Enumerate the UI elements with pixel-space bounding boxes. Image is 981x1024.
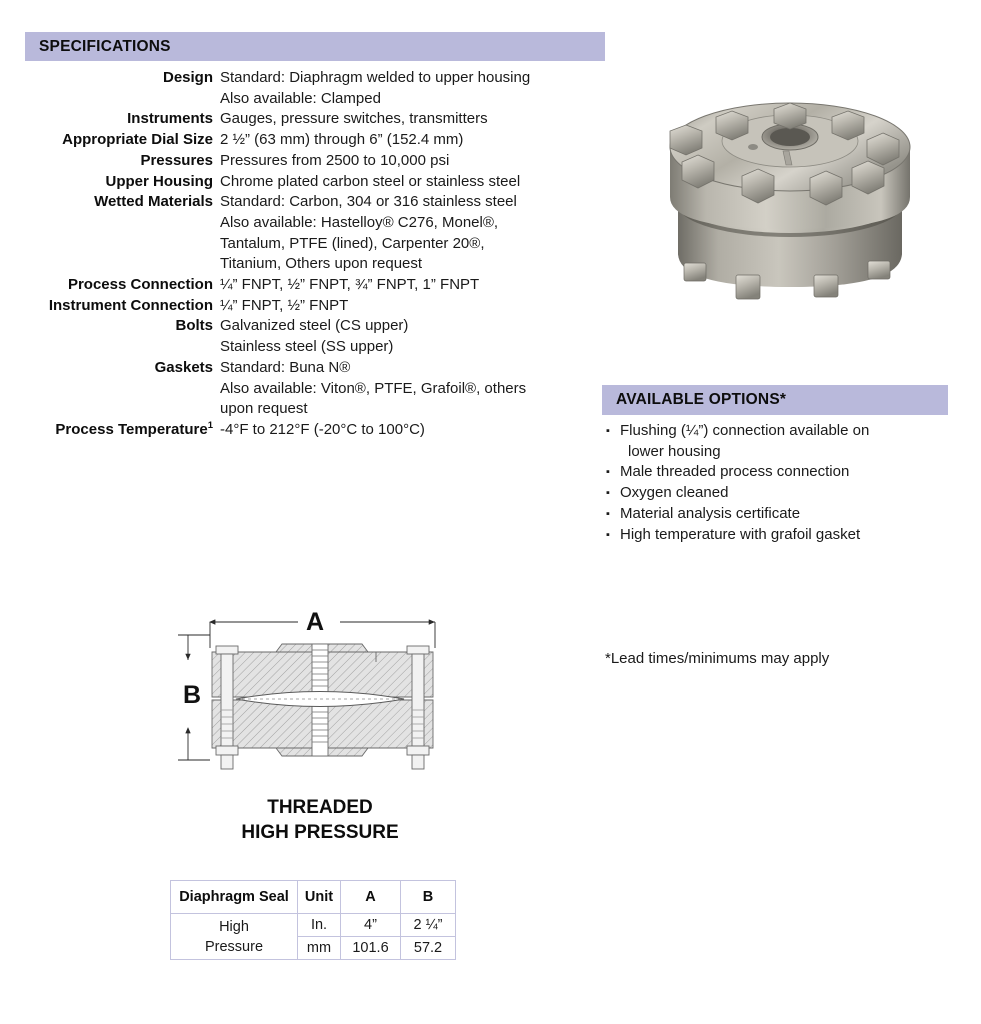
list-item xyxy=(606,462,966,483)
spec-label: Pressures xyxy=(140,151,213,169)
spec-values xyxy=(213,296,348,317)
cell-unit: mm xyxy=(298,937,341,960)
option-text: High temperature with grafoil gasket xyxy=(620,525,861,543)
bullet-icon: ▪ xyxy=(606,528,610,541)
specifications-header-bar xyxy=(25,32,605,61)
spec-value-line: Standard: Carbon, 304 or 316 stainless steel xyxy=(220,193,517,211)
spec-row-design xyxy=(0,68,610,109)
cell-unit: In. xyxy=(298,914,341,937)
cell-b: 57.2 xyxy=(401,937,456,960)
spec-value-line: Standard: Diaphragm welded to upper housing xyxy=(220,69,531,86)
dimension-drawing xyxy=(170,600,475,795)
spec-row-process-connection xyxy=(0,275,610,296)
option-text: Oxygen cleaned xyxy=(620,484,729,502)
spec-label xyxy=(0,420,213,441)
spec-value-line: ¼” FNPT, ½” FNPT, ¾” FNPT, 1” FNPT xyxy=(220,276,480,294)
seal-name-line1: High xyxy=(219,918,249,935)
spec-value-line: 2 ½” (63 mm) through 6” (152.4 mm) xyxy=(220,131,464,149)
spec-label: Bolts xyxy=(175,317,213,335)
seal-name-line2: Pressure xyxy=(204,938,264,955)
spec-values xyxy=(213,358,526,420)
spec-value-line: Pressures from 2500 to 10,000 psi xyxy=(220,151,450,169)
cell-a: 101.6 xyxy=(341,937,401,960)
table-row xyxy=(171,914,456,937)
specifications-heading: SPECIFICATIONS xyxy=(39,37,171,55)
dimension-table-body xyxy=(171,914,456,960)
spec-row-instruments xyxy=(0,109,610,130)
option-text-continuation: lower housing xyxy=(628,442,721,460)
spec-label: Gaskets xyxy=(154,358,213,376)
column-header-diaphragm-seal: Diaphragm Seal xyxy=(171,881,298,914)
spec-values xyxy=(213,68,530,109)
threaded-high-pressure-cross-section xyxy=(170,600,475,795)
spec-values xyxy=(213,275,479,296)
list-item xyxy=(606,483,966,504)
spec-value-line: Standard: Buna N® xyxy=(220,358,351,376)
spec-label-footnote-marker: 1 xyxy=(207,419,213,431)
list-item xyxy=(606,525,966,546)
spec-value-line: -4°F to 212°F (-20°C to 100°C) xyxy=(220,420,425,438)
spec-label: Appropriate Dial Size xyxy=(62,131,213,149)
bullet-icon: ▪ xyxy=(606,507,610,520)
lead-time-footnote: *Lead times/minimums may apply xyxy=(605,650,830,667)
spec-row-upper-housing xyxy=(0,172,610,193)
drawing-caption xyxy=(170,795,470,845)
list-item xyxy=(606,504,966,525)
spec-values xyxy=(213,172,520,193)
cell-b: 2 ¼” xyxy=(401,914,456,937)
spec-row-appropriate-dial-size xyxy=(0,130,610,151)
spec-row-bolts xyxy=(0,316,610,357)
spec-row-wetted-materials xyxy=(0,192,610,275)
spec-label: Process Connection xyxy=(67,276,213,294)
drawing-caption-line2: HIGH PRESSURE xyxy=(241,822,399,843)
spec-value-line: Also available: Hastelloy® C276, Monel®, xyxy=(220,213,499,231)
spec-values xyxy=(213,130,463,151)
spec-row-pressures xyxy=(0,151,610,172)
spec-row-gaskets xyxy=(0,358,610,420)
column-header-a: A xyxy=(341,881,401,914)
spec-value-line: Chrome plated carbon steel or stainless steel xyxy=(220,172,521,190)
spec-row-process-temperature xyxy=(0,420,610,441)
specifications-list xyxy=(0,68,610,441)
spec-value-line: Titanium, Others upon request xyxy=(220,255,423,273)
option-text: Material analysis certificate xyxy=(620,504,801,522)
spec-label: Design xyxy=(162,69,213,86)
available-options-heading: AVAILABLE OPTIONS* xyxy=(616,391,787,408)
dimension-table-head xyxy=(171,881,456,914)
spec-label-text: Process Temperature xyxy=(55,420,208,438)
bullet-icon: ▪ xyxy=(606,466,610,479)
list-item xyxy=(606,421,966,462)
bullet-icon: ▪ xyxy=(606,425,610,437)
spec-value-line: Gauges, pressure switches, transmitters xyxy=(220,110,488,128)
seal-name-cell xyxy=(171,914,298,960)
spec-values xyxy=(213,420,425,441)
spec-values xyxy=(213,109,488,130)
bullet-icon: ▪ xyxy=(606,487,610,500)
column-header-unit: Unit xyxy=(298,881,341,914)
column-header-b: B xyxy=(401,881,456,914)
dimension-b-label: B xyxy=(182,681,202,709)
dimension-a-label: A xyxy=(305,608,325,636)
table-header-row xyxy=(171,881,456,914)
diaphragm-seal-illustration xyxy=(640,85,940,325)
spec-label: Wetted Materials xyxy=(94,193,213,211)
option-text-line: Flushing (¼”) connection available on xyxy=(620,422,870,439)
spec-value-line: ¼” FNPT, ½” FNPT xyxy=(220,296,349,314)
product-photo xyxy=(640,85,940,325)
dimension-table xyxy=(170,880,456,960)
spec-value-line: upon request xyxy=(220,400,308,418)
spec-value-line: Also available: Clamped xyxy=(220,89,381,107)
spec-value-line: Galvanized steel (CS upper) xyxy=(220,317,409,335)
spec-row-instrument-connection xyxy=(0,296,610,317)
spec-value-line: Tantalum, PTFE (lined), Carpenter 20®, xyxy=(220,234,485,252)
spec-label: Instruments xyxy=(127,110,213,128)
option-text xyxy=(620,421,966,462)
spec-values xyxy=(213,192,517,275)
drawing-caption-line1: THREADED xyxy=(267,797,373,818)
spec-values xyxy=(213,316,408,357)
option-text: Male threaded process connection xyxy=(620,463,850,481)
cell-a: 4” xyxy=(341,914,401,937)
available-options-header-bar xyxy=(602,385,948,415)
spec-value-line: Stainless steel (SS upper) xyxy=(220,338,394,356)
spec-values xyxy=(213,151,449,172)
spec-value-line: Also available: Viton®, PTFE, Grafoil®, others xyxy=(220,379,527,397)
spec-label: Instrument Connection xyxy=(48,296,213,314)
spec-label: Upper Housing xyxy=(105,172,213,190)
available-options-list xyxy=(606,421,966,545)
